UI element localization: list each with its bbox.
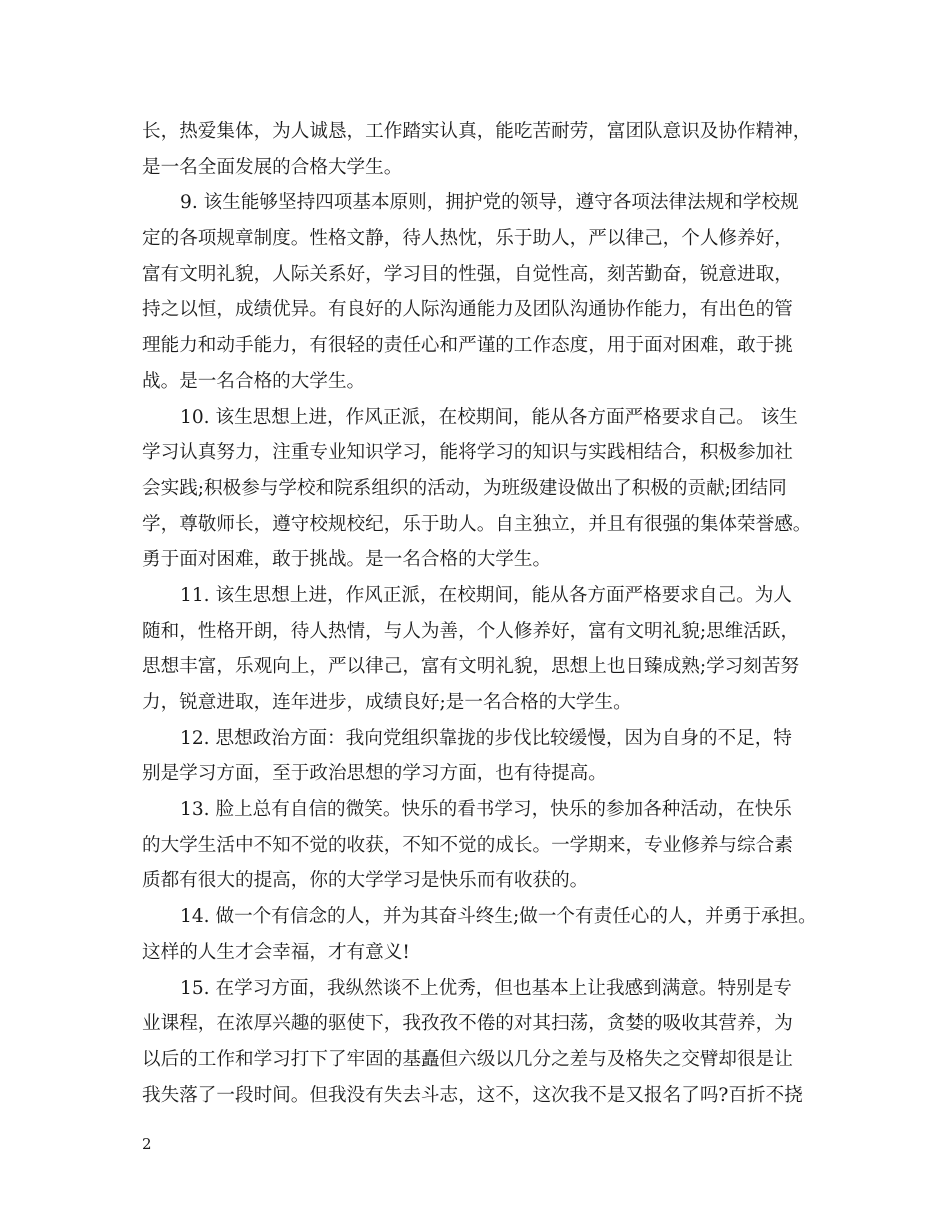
text-line: 别是学习方面，至于政治思想的学习方面，也有待提高。 — [142, 763, 607, 785]
text-line: 12. 思想政治方面：我向党组织靠拢的步伐比较缓慢，因为自身的不足，特 — [180, 727, 792, 749]
text-line: 15. 在学习方面，我纵然谈不上优秀，但也基本上让我感到满意。特别是专 — [180, 977, 792, 999]
text-line: 9. 该生能够坚持四项基本原则，拥护党的领导，遵守各项法律法规和学校规 — [180, 192, 799, 214]
text-line: 我失落了一段时间。但我没有失去斗志，这不，这次我不是又报名了吗?百折不挠 — [142, 1084, 803, 1106]
text-line: 会实践;积极参与学校和院系组织的活动，为班级建设做出了积极的贡献;团结同 — [142, 477, 787, 499]
text-line: 业课程，在浓厚兴趣的驱使下，我孜孜不倦的对其扫荡，贪婪的吸收其营养，为 — [142, 1013, 793, 1035]
text-line: 13. 脸上总有自信的微笑。快乐的看书学习，快乐的参加各种活动，在快乐 — [180, 799, 792, 821]
page-number: 2 — [142, 1135, 152, 1153]
text-line: 学习认真努力，注重专业知识学习，能将学习的知识与实践相结合，积极参加社 — [142, 442, 793, 464]
text-line: 定的各项规章制度。性格文静，待人热忱，乐于助人，严以律己，个人修养好， — [142, 228, 793, 250]
text-line: 的大学生活中不知不觉的收获，不知不觉的成长。一学期来，专业修养与综合素 — [142, 834, 793, 856]
text-line: 14. 做一个有信念的人，并为其奋斗终生;做一个有责任心的人，并勇于承担。 — [180, 906, 817, 928]
text-line: 是一名全面发展的合格大学生。 — [142, 156, 403, 178]
text-line: 11. 该生思想上进，作风正派，在校期间，能从各方面严格要求自己。为人 — [180, 584, 792, 606]
text-line: 富有文明礼貌，人际关系好，学习目的性强，自觉性高，刻苦勤奋，锐意进取， — [142, 263, 793, 285]
text-line: 质都有很大的提高，你的大学学习是快乐而有收获的。 — [142, 870, 589, 892]
text-line: 长，热爱集体，为人诚恳，工作踏实认真，能吃苦耐劳，富团队意识及协作精神， — [142, 121, 812, 142]
text-line: 思想丰富，乐观向上，严以律己，富有文明礼貌，思想上也日臻成熟;学习刻苦努 — [142, 656, 800, 678]
text-line: 随和，性格开朗，待人热情，与人为善，个人修养好，富有文明礼貌;思维活跃， — [142, 620, 800, 642]
text-line: 学，尊敬师长，遵守校规校纪，乐于助人。自主独立，并且有很强的集体荣誉感。 — [142, 513, 812, 535]
text-line: 10. 该生思想上进，作风正派，在校期间，能从各方面严格要求自己。 该生 — [180, 406, 798, 428]
text-line: 战。是一名合格的大学生。 — [142, 370, 366, 392]
text-line: 持之以恒，成绩优异。有良好的人际沟通能力及团队沟通协作能力，有出色的管 — [142, 299, 793, 321]
document-body — [142, 114, 817, 1113]
text-line: 这样的人生才会幸福，才有意义! — [142, 941, 410, 963]
text-line: 理能力和动手能力，有很轻的责任心和严谨的工作态度，用于面对困难，敢于挑 — [142, 335, 793, 357]
text-line: 以后的工作和学习打下了牢固的基矗但六级以几分之差与及格失之交臂却很是让 — [142, 1048, 793, 1070]
text-line: 勇于面对困难，敢于挑战。是一名合格的大学生。 — [142, 549, 552, 571]
text-line: 力，锐意进取，连年进步，成绩良好;是一名合格的大学生。 — [142, 692, 632, 713]
